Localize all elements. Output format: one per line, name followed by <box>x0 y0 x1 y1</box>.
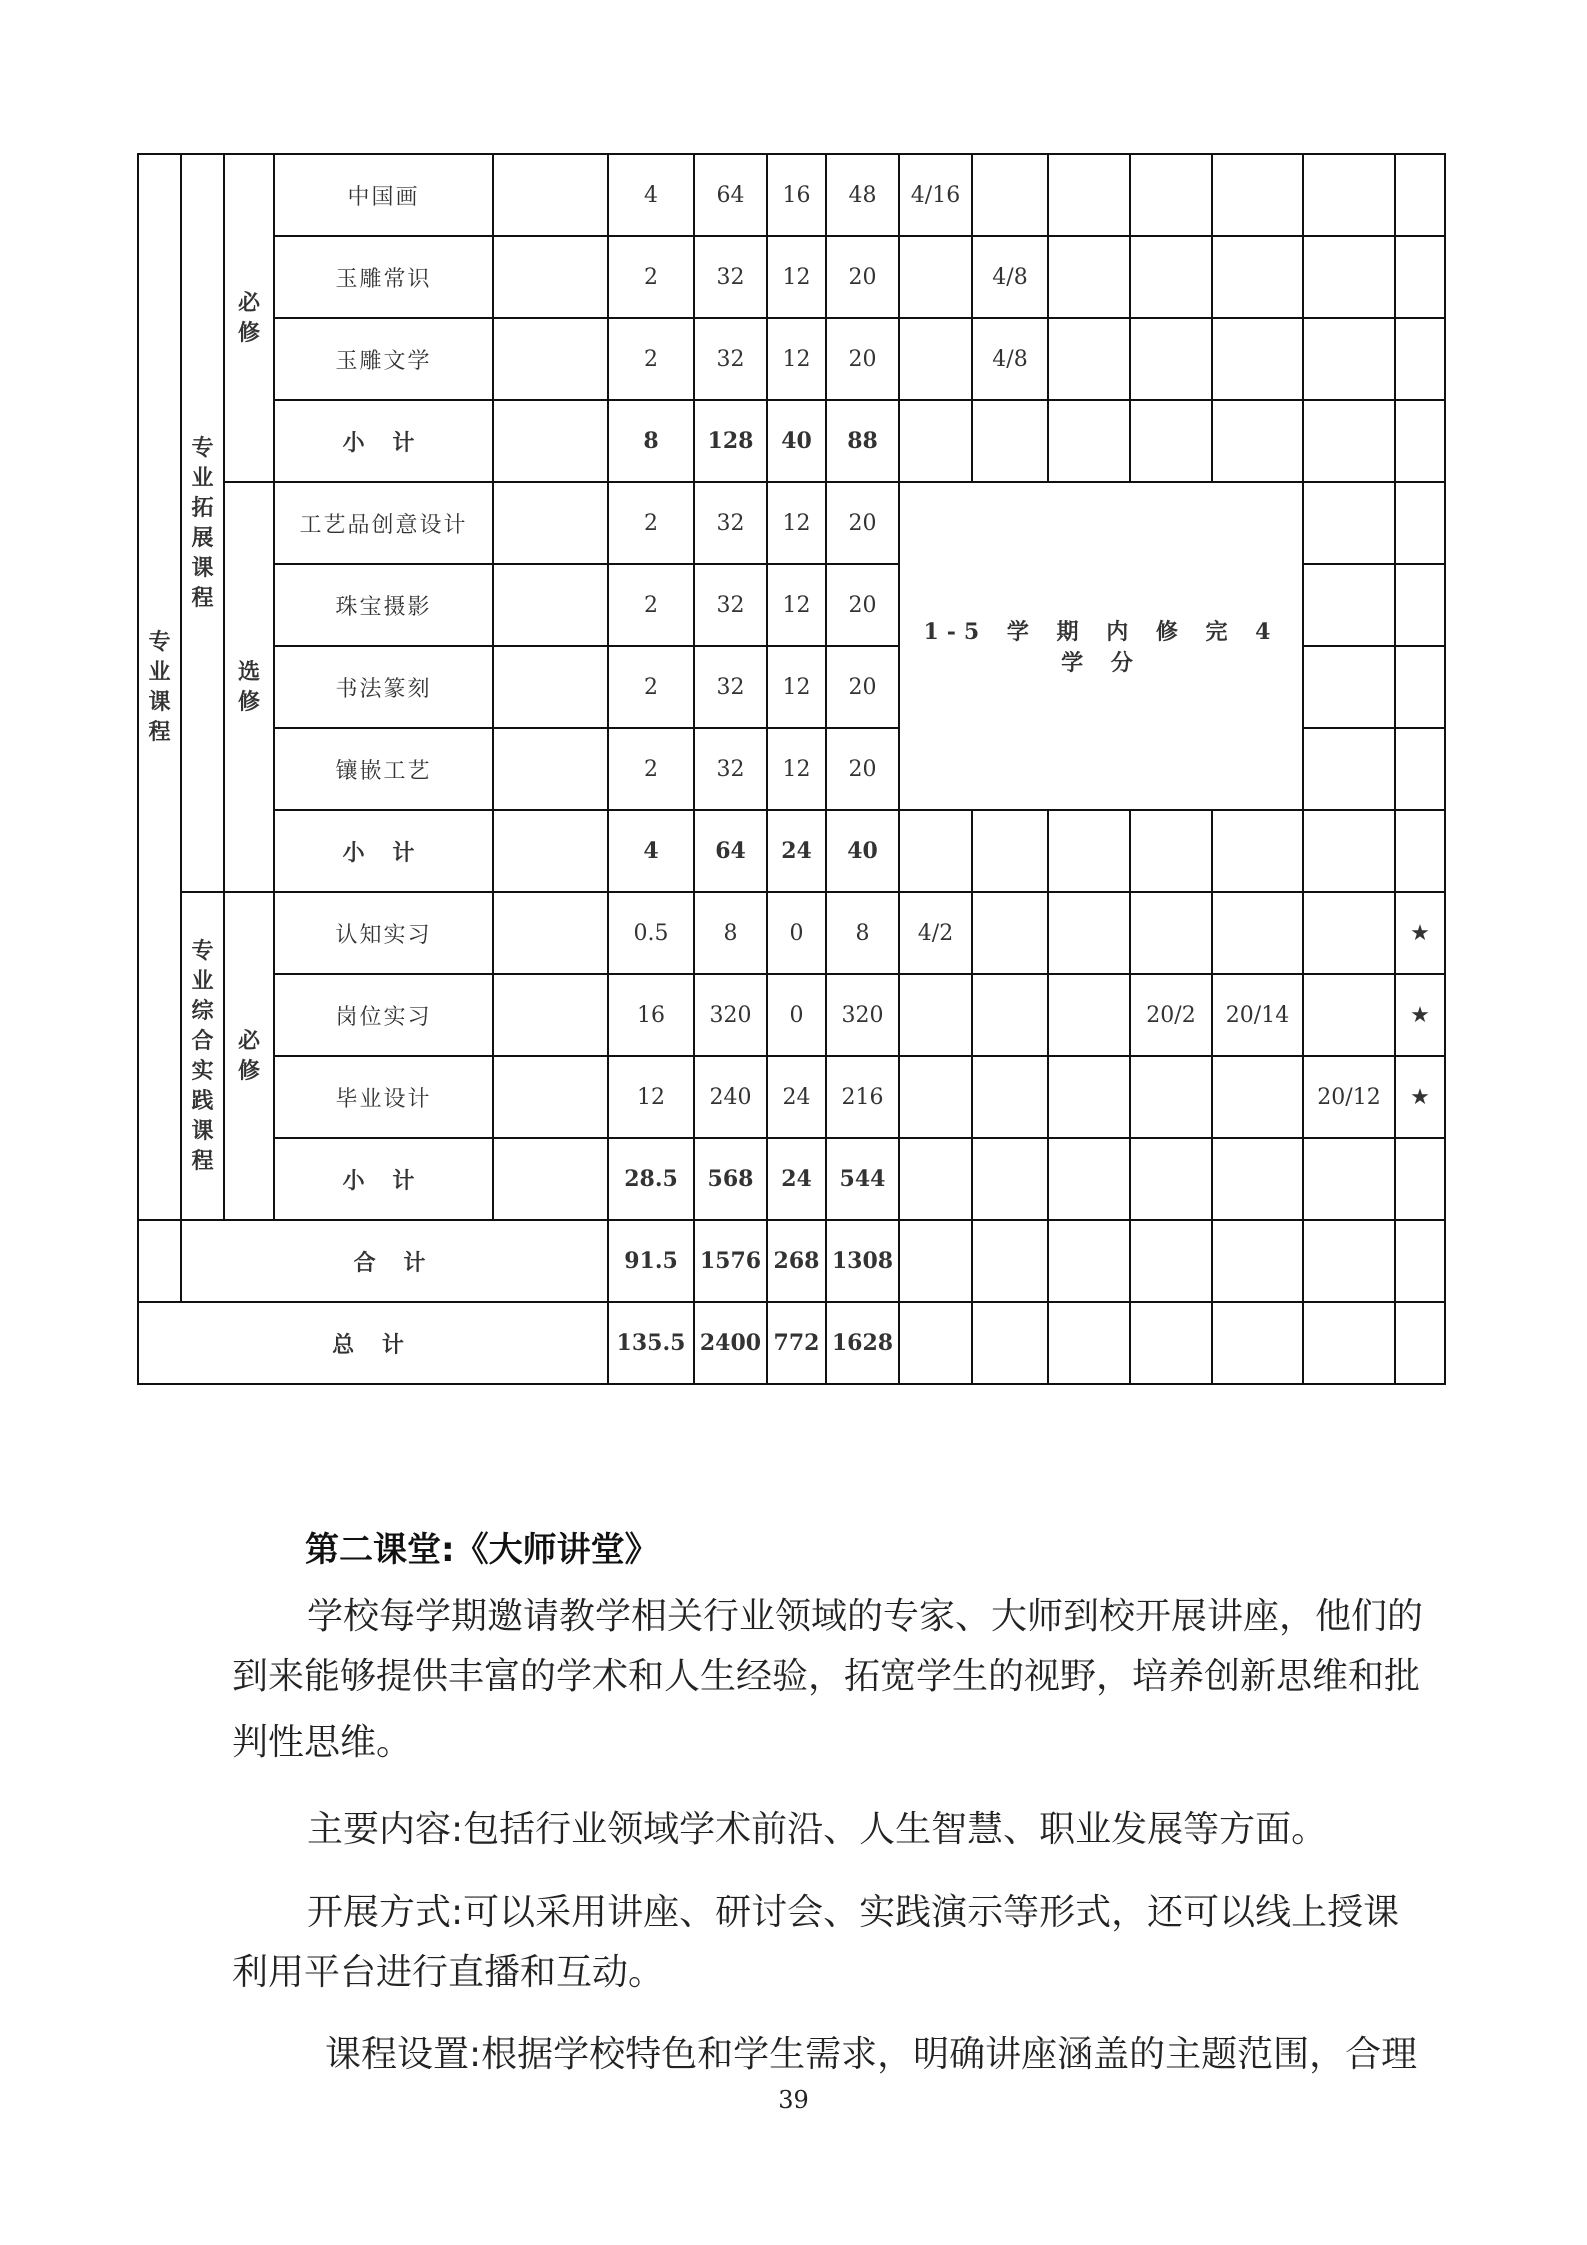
semester-5 <box>1212 154 1303 236</box>
semester-5 <box>1212 1138 1303 1220</box>
semester-1 <box>899 236 972 318</box>
course-code <box>493 236 608 318</box>
hours: 320 <box>694 974 767 1056</box>
semester-2 <box>972 974 1048 1056</box>
note <box>1395 564 1445 646</box>
credits: 2 <box>608 318 694 400</box>
paragraph-line: 学校每学期邀请教学相关行业领域的专家、大师到校开展讲座，他们的 <box>307 1596 1424 1637</box>
course-code <box>493 892 608 974</box>
theory-hours: 40 <box>767 400 826 482</box>
credits: 135.5 <box>608 1302 694 1384</box>
hours: 1576 <box>694 1220 767 1302</box>
course-code <box>493 318 608 400</box>
type-label-cell <box>224 892 274 1220</box>
semester-4 <box>1130 154 1212 236</box>
practice-hours: 20 <box>826 646 899 728</box>
semester-4 <box>1130 1220 1212 1302</box>
subtotal-row <box>138 810 1445 892</box>
semester-6 <box>1303 974 1395 1056</box>
semester-2 <box>972 1056 1048 1138</box>
section-label: 专业拓展课程 <box>191 435 214 611</box>
practice-hours: 544 <box>826 1138 899 1220</box>
course-code <box>493 400 608 482</box>
semester-3 <box>1048 1302 1130 1384</box>
semester-3 <box>1048 810 1130 892</box>
semester-5 <box>1212 1220 1303 1302</box>
semester-6 <box>1303 318 1395 400</box>
theory-hours: 12 <box>767 482 826 564</box>
section-label-cell <box>181 154 224 892</box>
semester-1 <box>899 974 972 1056</box>
paragraph-line: 到来能够提供丰富的学术和人生经验，拓宽学生的视野，培养创新思维和批 <box>232 1656 1421 1697</box>
credits: 2 <box>608 646 694 728</box>
course-name: 玉雕常识 <box>274 236 493 318</box>
course-name: 玉雕文学 <box>274 318 493 400</box>
semester-4 <box>1130 1302 1212 1384</box>
table-row <box>138 974 1445 1056</box>
hours: 568 <box>694 1138 767 1220</box>
semester-2 <box>972 400 1048 482</box>
table-row <box>138 318 1445 400</box>
star-icon: ★ <box>1395 974 1445 1056</box>
subtotal-label: 小 计 <box>274 810 493 892</box>
hours: 240 <box>694 1056 767 1138</box>
semester-5 <box>1212 1056 1303 1138</box>
semester-3 <box>1048 1220 1130 1302</box>
credits: 16 <box>608 974 694 1056</box>
credits: 4 <box>608 154 694 236</box>
theory-hours: 0 <box>767 974 826 1056</box>
practice-hours: 8 <box>826 892 899 974</box>
credits: 4 <box>608 810 694 892</box>
course-code <box>493 154 608 236</box>
semester-6 <box>1303 1138 1395 1220</box>
semester-6 <box>1303 564 1395 646</box>
paragraph-line: 课程设置:根据学校特色和学生需求，明确讲座涵盖的主题范围，合理 <box>325 2034 1418 2075</box>
semester-3 <box>1048 1138 1130 1220</box>
semester-3 <box>1048 974 1130 1056</box>
elective-note: 1-5 学 期 内 修 完 4 学 分 <box>899 482 1303 810</box>
course-code <box>493 646 608 728</box>
semester-6 <box>1303 646 1395 728</box>
semester-3 <box>1048 318 1130 400</box>
hours: 32 <box>694 564 767 646</box>
semester-1 <box>899 810 972 892</box>
practice-hours: 320 <box>826 974 899 1056</box>
course-name: 岗位实习 <box>274 974 493 1056</box>
practice-hours: 20 <box>826 482 899 564</box>
theory-hours: 772 <box>767 1302 826 1384</box>
credits: 28.5 <box>608 1138 694 1220</box>
section-heading: 第二课堂:《大师讲堂》 <box>305 1530 659 1570</box>
note <box>1395 1220 1445 1302</box>
practice-hours: 1308 <box>826 1220 899 1302</box>
section-label: 专业综合实践课程 <box>191 938 214 1174</box>
table-row <box>138 1056 1445 1138</box>
paragraph-line: 开展方式:可以采用讲座、研讨会、实践演示等形式，还可以线上授课 <box>307 1892 1400 1933</box>
credits: 12 <box>608 1056 694 1138</box>
credits: 2 <box>608 564 694 646</box>
paragraph-line: 利用平台进行直播和互动。 <box>232 1952 665 1993</box>
hours: 64 <box>694 154 767 236</box>
semester-2 <box>972 1302 1048 1384</box>
semester-2 <box>972 1220 1048 1302</box>
note <box>1395 728 1445 810</box>
semester-1 <box>899 1220 972 1302</box>
semester-3 <box>1048 892 1130 974</box>
semester-4 <box>1130 318 1212 400</box>
semester-6 <box>1303 400 1395 482</box>
note <box>1395 646 1445 728</box>
theory-hours: 12 <box>767 318 826 400</box>
hours: 32 <box>694 318 767 400</box>
semester-6 <box>1303 810 1395 892</box>
semester-4 <box>1130 236 1212 318</box>
semester-2 <box>972 810 1048 892</box>
subtotal-label: 小 计 <box>274 400 493 482</box>
practice-hours: 1628 <box>826 1302 899 1384</box>
semester-5 <box>1212 318 1303 400</box>
type-label: 必修 <box>237 290 260 346</box>
theory-hours: 0 <box>767 892 826 974</box>
semester-6 <box>1303 1302 1395 1384</box>
semester-2: 4/8 <box>972 236 1048 318</box>
course-name: 工艺品创意设计 <box>274 482 493 564</box>
paragraph-line: 判性思维。 <box>232 1722 413 1763</box>
theory-hours: 12 <box>767 236 826 318</box>
hours: 128 <box>694 400 767 482</box>
semester-3 <box>1048 154 1130 236</box>
semester-6 <box>1303 236 1395 318</box>
note <box>1395 1138 1445 1220</box>
sum-label: 合 计 <box>181 1220 608 1302</box>
group-label: 专业课程 <box>148 629 171 745</box>
table-row <box>138 236 1445 318</box>
practice-hours: 216 <box>826 1056 899 1138</box>
semester-4 <box>1130 1138 1212 1220</box>
note <box>1395 236 1445 318</box>
semester-1 <box>899 400 972 482</box>
course-code <box>493 728 608 810</box>
subtotal-row <box>138 400 1445 482</box>
semester-6 <box>1303 1220 1395 1302</box>
practice-hours: 20 <box>826 318 899 400</box>
practice-hours: 40 <box>826 810 899 892</box>
semester-5 <box>1212 236 1303 318</box>
semester-1 <box>899 1302 972 1384</box>
type-label-cell <box>224 482 274 892</box>
table-row <box>138 482 1445 564</box>
page-number: 39 <box>778 2086 809 2114</box>
star-icon: ★ <box>1395 892 1445 974</box>
total-row <box>138 1302 1445 1384</box>
semester-5 <box>1212 400 1303 482</box>
theory-hours: 24 <box>767 810 826 892</box>
theory-hours: 12 <box>767 564 826 646</box>
practice-hours: 20 <box>826 564 899 646</box>
semester-5 <box>1212 1302 1303 1384</box>
course-name: 中国画 <box>274 154 493 236</box>
hours: 32 <box>694 646 767 728</box>
practice-hours: 88 <box>826 400 899 482</box>
theory-hours: 12 <box>767 728 826 810</box>
semester-3 <box>1048 1056 1130 1138</box>
table-row <box>138 154 1445 236</box>
section-label-cell <box>181 892 224 1220</box>
semester-1 <box>899 1056 972 1138</box>
credits: 2 <box>608 236 694 318</box>
semester-6 <box>1303 482 1395 564</box>
credits: 8 <box>608 400 694 482</box>
note <box>1395 810 1445 892</box>
practice-hours: 48 <box>826 154 899 236</box>
course-code <box>493 1056 608 1138</box>
curriculum-table <box>137 153 1446 1385</box>
sum-row <box>138 1220 1445 1302</box>
course-code <box>493 974 608 1056</box>
theory-hours: 16 <box>767 154 826 236</box>
table-row <box>138 892 1445 974</box>
semester-4 <box>1130 1056 1212 1138</box>
course-code <box>493 810 608 892</box>
credits: 2 <box>608 482 694 564</box>
hours: 2400 <box>694 1302 767 1384</box>
course-name: 珠宝摄影 <box>274 564 493 646</box>
practice-hours: 20 <box>826 728 899 810</box>
semester-5 <box>1212 892 1303 974</box>
subtotal-label: 小 计 <box>274 1138 493 1220</box>
hours: 32 <box>694 728 767 810</box>
semester-1: 4/2 <box>899 892 972 974</box>
paragraph-line: 主要内容:包括行业领域学术前沿、人生智慧、职业发展等方面。 <box>307 1809 1328 1850</box>
course-code <box>493 564 608 646</box>
note <box>1395 400 1445 482</box>
course-name: 镶嵌工艺 <box>274 728 493 810</box>
credits: 2 <box>608 728 694 810</box>
theory-hours: 24 <box>767 1138 826 1220</box>
semester-4 <box>1130 810 1212 892</box>
hours: 32 <box>694 482 767 564</box>
semester-1 <box>899 318 972 400</box>
course-code <box>493 482 608 564</box>
practice-hours: 20 <box>826 236 899 318</box>
semester-3 <box>1048 400 1130 482</box>
hours: 8 <box>694 892 767 974</box>
semester-2: 4/8 <box>972 318 1048 400</box>
hours: 64 <box>694 810 767 892</box>
note <box>1395 318 1445 400</box>
semester-5 <box>1212 810 1303 892</box>
semester-2 <box>972 154 1048 236</box>
theory-hours: 12 <box>767 646 826 728</box>
theory-hours: 268 <box>767 1220 826 1302</box>
semester-1 <box>899 1138 972 1220</box>
empty-cell <box>138 1220 181 1302</box>
semester-1: 4/16 <box>899 154 972 236</box>
semester-4: 20/2 <box>1130 974 1212 1056</box>
semester-6 <box>1303 892 1395 974</box>
course-name: 认知实习 <box>274 892 493 974</box>
semester-4 <box>1130 892 1212 974</box>
course-name: 毕业设计 <box>274 1056 493 1138</box>
semester-3 <box>1048 236 1130 318</box>
note <box>1395 1302 1445 1384</box>
semester-6: 20/12 <box>1303 1056 1395 1138</box>
semester-4 <box>1130 400 1212 482</box>
theory-hours: 24 <box>767 1056 826 1138</box>
semester-2 <box>972 892 1048 974</box>
subtotal-row <box>138 1138 1445 1220</box>
semester-2 <box>972 1138 1048 1220</box>
star-icon: ★ <box>1395 1056 1445 1138</box>
semester-5: 20/14 <box>1212 974 1303 1056</box>
type-label: 选修 <box>237 659 260 715</box>
credits: 0.5 <box>608 892 694 974</box>
course-code <box>493 1138 608 1220</box>
semester-6 <box>1303 154 1395 236</box>
note <box>1395 154 1445 236</box>
note <box>1395 482 1445 564</box>
type-label: 必修 <box>237 1028 260 1084</box>
type-label-cell <box>224 154 274 482</box>
group-label-cell <box>138 154 181 1220</box>
total-label: 总 计 <box>138 1302 608 1384</box>
hours: 32 <box>694 236 767 318</box>
credits: 91.5 <box>608 1220 694 1302</box>
semester-6 <box>1303 728 1395 810</box>
course-name: 书法篆刻 <box>274 646 493 728</box>
